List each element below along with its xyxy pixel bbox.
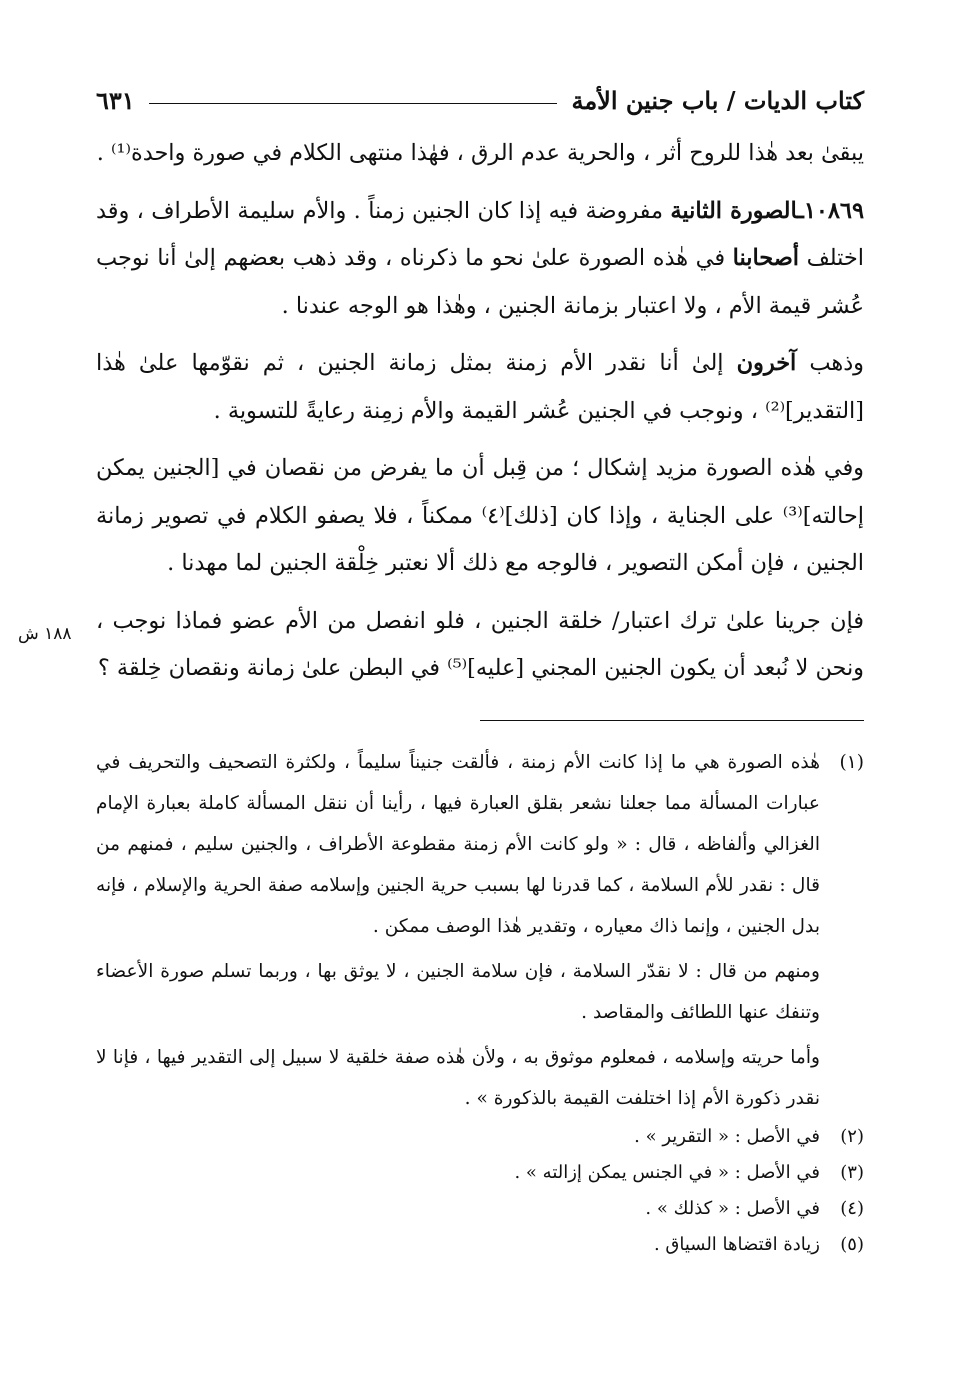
header-title: كتاب الديات / باب جنين الأمة (571, 85, 864, 115)
paragraph-2-text-a: مفروضة فيه إذا كان الجنين زمناً . والأم سليمة الأطراف ، وقد اختلف (96, 197, 864, 271)
paragraph-2 (96, 188, 864, 331)
paragraph-3-text-b: إلىٰ أنا نقدر الأم زمنة بمثل زمانة الجنين ، ثم نقوّمها علىٰ هٰذا [التقدير]⁽²⁾ ، ونوجب في الجنين عُشر القيمة والأم زمِنة رعايةً للتسوية . (96, 350, 864, 424)
footnotes (96, 742, 864, 1263)
paragraph-3-text-a: وذهب (796, 350, 864, 376)
paragraph-3 (96, 340, 864, 435)
page-number: ٦٣١ (96, 85, 135, 115)
footnote-1-paragraph: وأما حريته وإسلامه ، فمعلوم موثوق به ، ولأن هٰذه صفة خلقية لا سبيل إلى التقدير فيها ، فإنا لا نقدر ذكورة الأم إذا اختلفت القيمة بالذكورة » . (96, 1047, 820, 1109)
footnote-number: (٥) (840, 1234, 864, 1255)
footnote-number: (٢) (840, 1126, 864, 1147)
footnote-separator (480, 720, 864, 721)
footnote-number: (٣) (840, 1162, 864, 1183)
footnote-text: في الأصل : « التقرير » . (634, 1126, 820, 1147)
paragraph-2-text-b: في هٰذه الصورة علىٰ نحو ما ذكرناه ، وقد ذهب بعضهم إلىٰ أنا نوجب عُشر قيمة الأم ، ولا اعتبار بزمانة الجنين ، وهٰذا هو الوجه عندنا . (96, 245, 864, 319)
footnote-text: زيادة اقتضاها السياق . (653, 1234, 820, 1255)
paragraph-5: فإن جرينا علىٰ ترك اعتبار/ خلقة الجنين ، فلو انفصل من الأم عضو فماذا نوجب ، ونحن لا نُبعد أن يكون الجنين المجني [عليه]⁽⁵⁾ في البطن علىٰ زمانة ونقصان خِلقة ؟ (96, 607, 864, 681)
footnote-text: في الأصل : « في الجنس يمكن إزالته » . (514, 1162, 820, 1183)
footnote-text (96, 742, 820, 1119)
footnote-1-paragraph: ومنهم من قال : لا نقدّر السلامة ، فإن سلامة الجنين ، لا يوثق بها ، وربما تسلم صورة الأعضاء وتنفك عنها اللطائف والمقاصد . (96, 961, 820, 1023)
bold-term-ashabuna: أصحابنا (732, 245, 799, 271)
paragraph-1: يبقىٰ بعد هٰذا للروح أثر ، والحرية عدم الرق ، فهٰذا منتهى الكلام في صورة واحدة⁽¹⁾ . (96, 140, 864, 166)
footnote-number: (٤) (840, 1198, 864, 1219)
footnote-3 (96, 1155, 864, 1191)
paragraph-4: وفي هٰذه الصورة مزيد إشكال ؛ من قِبل أن ما يفرض من نقصان في [الجنين يمكن إحالته]⁽³⁾ على الجناية ، وإذا كان [ذلك]⁽٤⁾ ممكناً ، فلا يصفو الكلام في تصوير زمانة الجنين ، فإن أمكن التصوير ، فالوجه مع ذلك ألا نعتبر خِلْقة الجنين لما مهدنا . (96, 455, 864, 576)
footnote-number: (١) (839, 752, 864, 773)
section-number: ١٠٨٦٩ـ (797, 197, 864, 224)
main-text (96, 130, 864, 693)
footnote-5 (96, 1227, 864, 1263)
header-rule (149, 103, 558, 104)
footnote-text: في الأصل : « كذلك » . (645, 1198, 820, 1219)
margin-manuscript-folio: ١٨٨ ش (18, 624, 72, 644)
section-heading: الصورة الثانية (670, 197, 798, 224)
footnote-1-paragraph: هٰذه الصورة هي ما إذا كانت الأم زمنة ، فألقت جنيناً سليماً ، ولكثرة التصحيف والتحريف في عبارات المسألة مما جعلنا نشعر بقلق العبارة فيها ، رأينا أن ننقل المسألة كاملة بعبارة الإمام الغزالي وألفاظه ، قال : « ولو كانت الأم زمنة مقطوعة الأطراف ، والجنين سليم ، فمنهم من قال : نقدر للأم السلامة ، كما قدرنا لها بسبب حرية الجنين وإسلامه صفة الحرية والإسلام ، فإنه بدل الجنين ، وإنما ذاك معياره ، وتقدير هٰذا الوصف ممكن . (96, 752, 820, 937)
footnote-2 (96, 1119, 864, 1155)
running-header (96, 80, 864, 120)
bold-term-akharun: آخرون (736, 350, 797, 376)
footnote-4 (96, 1191, 864, 1227)
footnote-1 (96, 742, 864, 1119)
